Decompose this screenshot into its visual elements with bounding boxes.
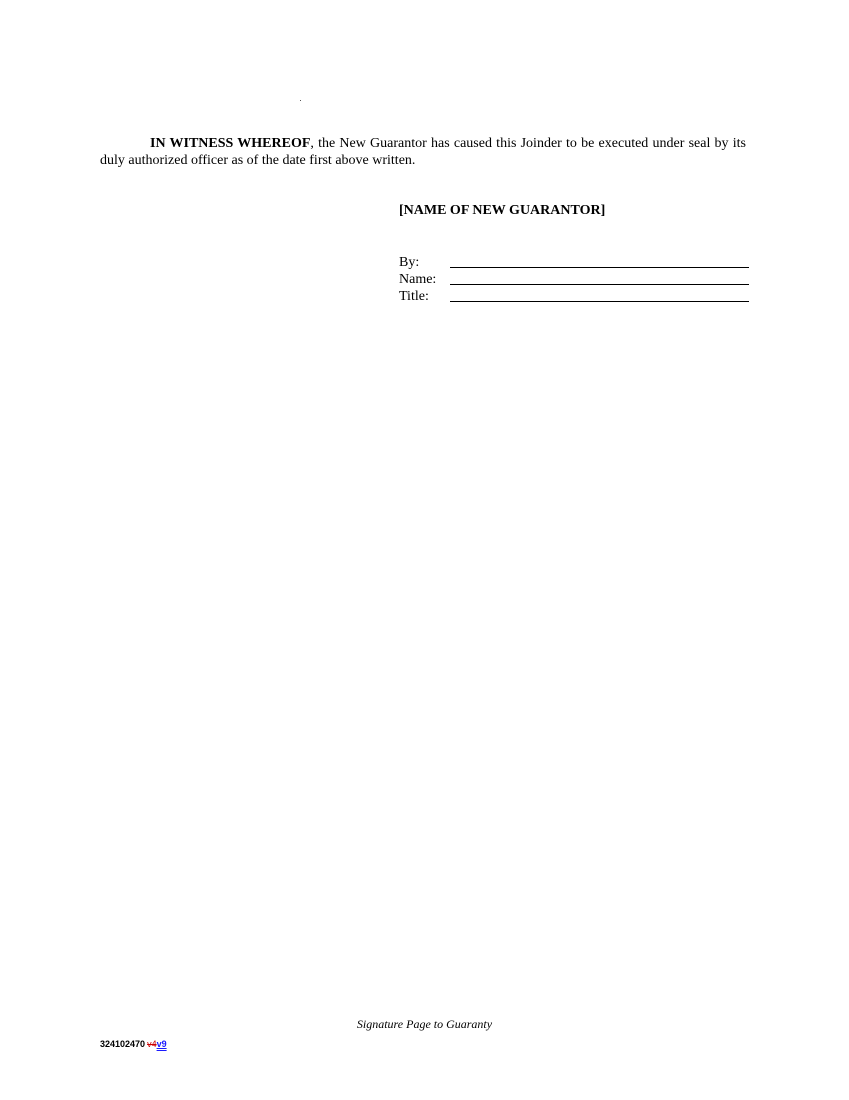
by-line[interactable] xyxy=(450,255,749,268)
witness-text: , the New Guarantor has caused this Joinder to be executed under seal by its duly authorized officer as of the date first above written. xyxy=(100,136,746,168)
witness-lead: IN WITNESS WHEREOF xyxy=(150,136,311,151)
version-deleted: v4 xyxy=(147,1039,157,1049)
title-line[interactable] xyxy=(450,289,749,302)
title-label: Title: xyxy=(399,289,429,304)
signature-fields xyxy=(399,254,750,305)
by-label: By: xyxy=(399,255,420,270)
signature-block xyxy=(399,202,750,305)
footer-caption: Signature Page to Guaranty xyxy=(356,1017,493,1031)
version-inserted: v9 xyxy=(156,1039,167,1049)
document-id xyxy=(100,1039,167,1050)
signature-field-by xyxy=(399,254,750,271)
witness-paragraph xyxy=(100,135,746,169)
name-line[interactable] xyxy=(450,272,749,285)
signature-field-title xyxy=(399,288,750,305)
name-label: Name: xyxy=(399,272,437,287)
scan-speck xyxy=(300,100,301,101)
guarantor-name: [NAME OF NEW GUARANTOR] xyxy=(399,203,606,218)
signature-field-name xyxy=(399,271,750,288)
doc-number: 324102470 xyxy=(100,1039,146,1049)
